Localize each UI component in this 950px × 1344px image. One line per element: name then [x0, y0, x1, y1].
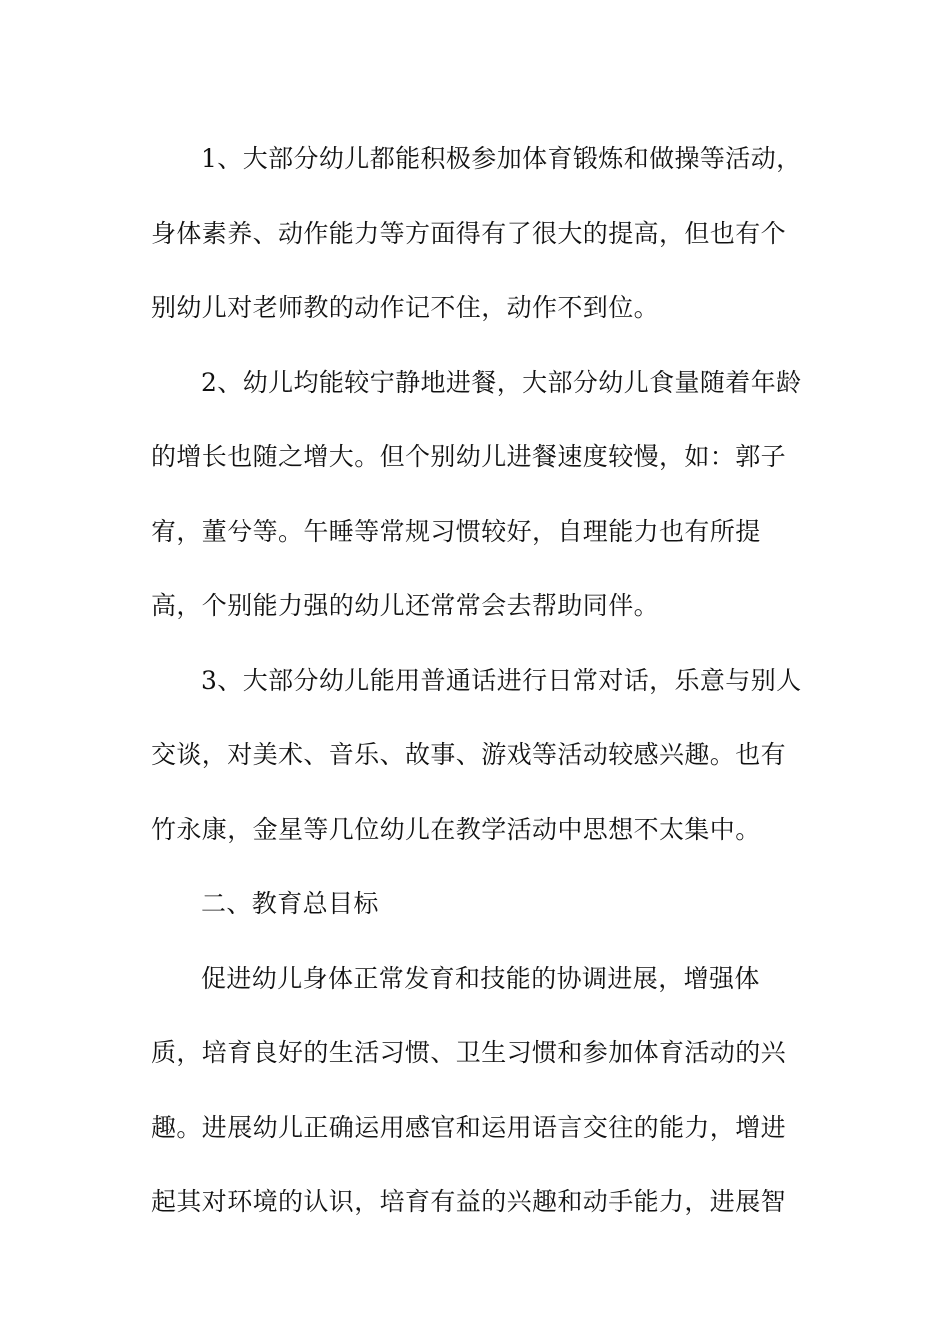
text-line: 促进幼儿身体正常发育和技能的协调进展，增强体	[201, 963, 760, 993]
text-line: 高，个别能力强的幼儿还常常会去帮助同伴。	[151, 591, 660, 620]
text-line: 竹永康，金星等几位幼儿在教学活动中思想不太集中。	[151, 814, 761, 844]
section-heading: 二、教育总目标	[201, 889, 379, 918]
text-line: 身体素养、动作能力等方面得有了很大的提高，但也有个	[151, 218, 787, 248]
document-body	[151, 122, 801, 1240]
text-line: 别幼儿对老师教的动作记不住，动作不到位。	[151, 293, 660, 322]
text-line: 起其对环境的认识，培育有益的兴趣和动手能力，进展智	[151, 1187, 787, 1216]
text-line: 宥，董兮等。午睡等常规习惯较好，自理能力也有所提	[151, 516, 761, 546]
text-line: 趣。进展幼儿正确运用感官和运用语言交往的能力，增进	[151, 1112, 787, 1142]
text-line: 1、大部分幼儿都能积极参加体育锻炼和做操等活动，	[201, 144, 802, 173]
text-line: 2、幼儿均能较宁静地进餐，大部分幼儿食量随着年龄	[201, 367, 802, 397]
text-line: 3、大部分幼儿能用普通话进行日常对话，乐意与别人	[201, 665, 802, 695]
text-line: 质，培育良好的生活习惯、卫生习惯和参加体育活动的兴	[151, 1038, 787, 1067]
text-line: 交谈，对美术、音乐、故事、游戏等活动较感兴趣。也有	[151, 740, 787, 769]
text-line: 的增长也随之增大。但个别幼儿进餐速度较慢，如：郭子	[151, 442, 787, 471]
